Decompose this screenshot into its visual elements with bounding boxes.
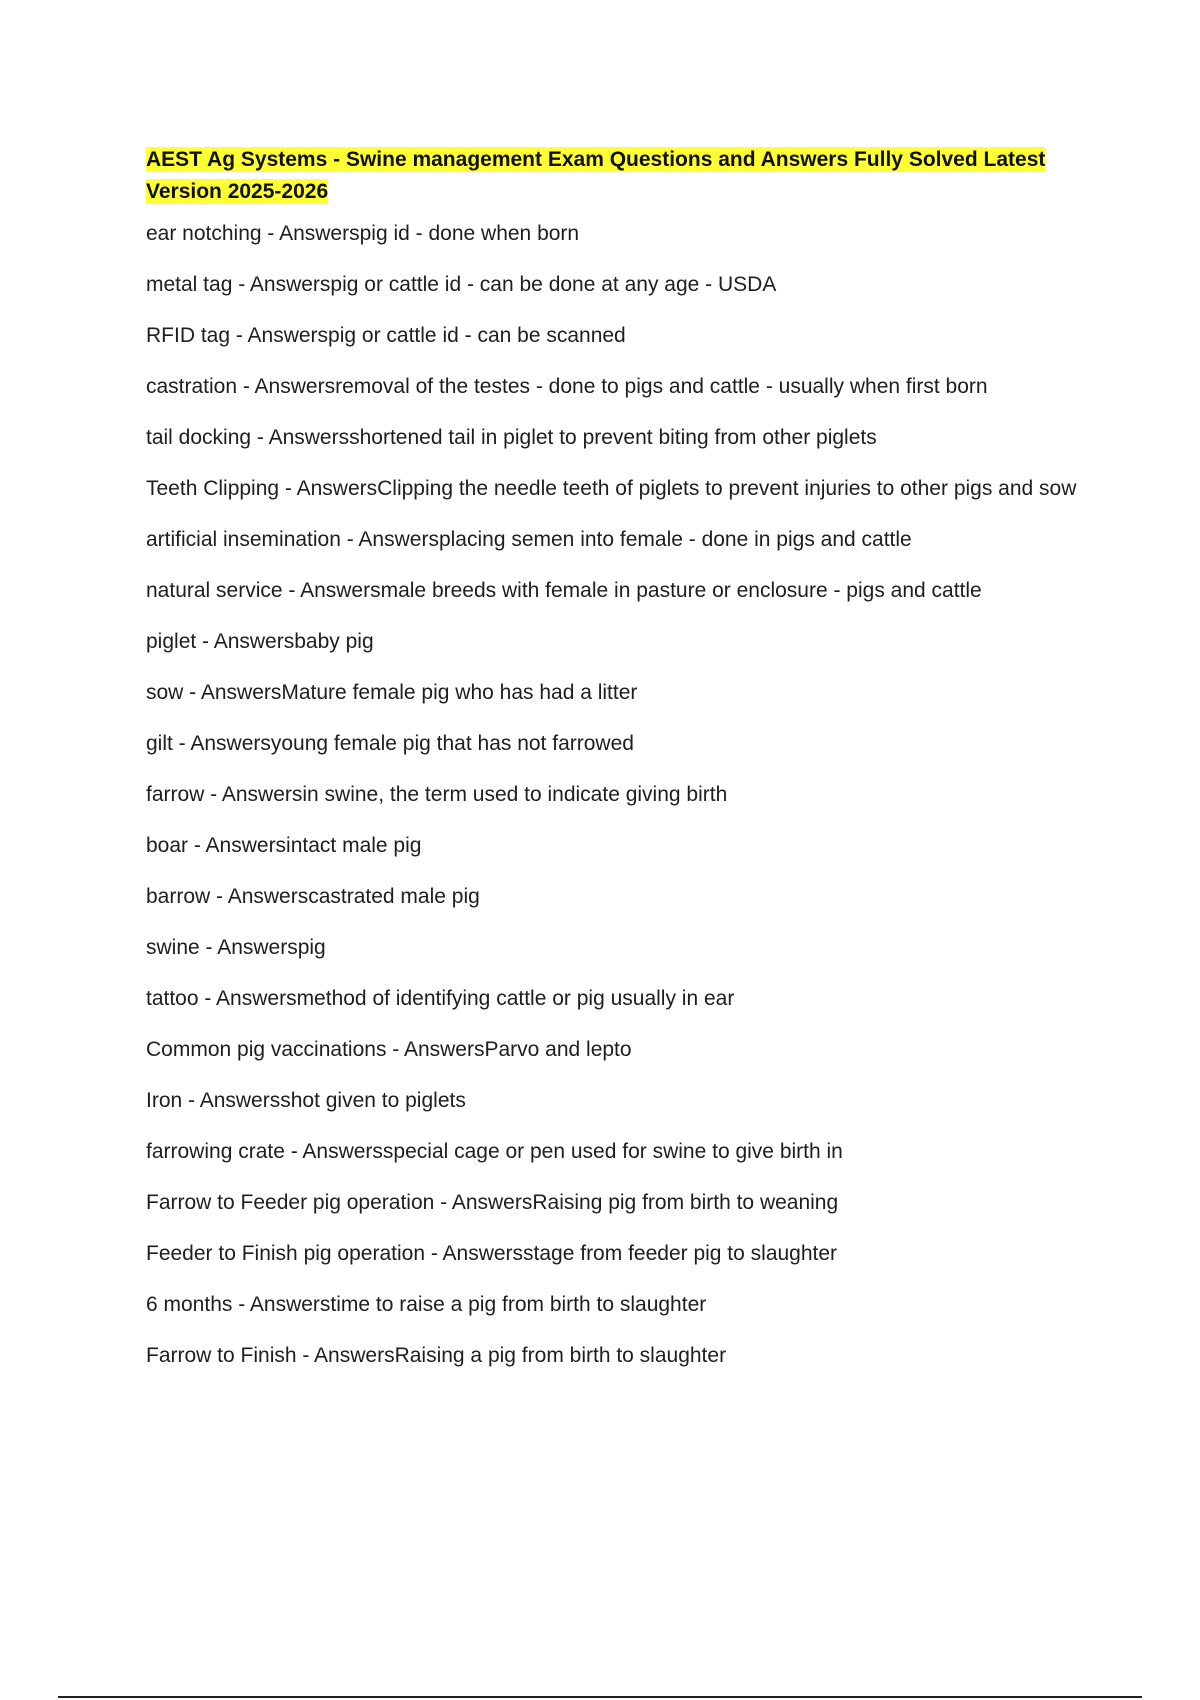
qa-item-tail-docking: tail docking - Answersshortened tail in piglet to prevent biting from other piglets xyxy=(146,426,877,449)
footer-divider xyxy=(58,1696,1142,1698)
qa-item-metal-tag: metal tag - Answerspig or cattle id - can be done at any age - USDA xyxy=(146,273,777,296)
qa-item-piglet: piglet - Answersbaby pig xyxy=(146,630,374,653)
qa-item-farrow-to-feeder: Farrow to Feeder pig operation - AnswersRaising pig from birth to weaning xyxy=(146,1191,839,1214)
qa-item-gilt: gilt - Answersyoung female pig that has not farrowed xyxy=(146,732,634,755)
qa-item-tattoo: tattoo - Answersmethod of identifying cattle or pig usually in ear xyxy=(146,987,735,1010)
document-title-text: AEST Ag Systems - Swine management Exam Questions and Answers Fully Solved Latest Version 2025-2026 xyxy=(146,148,1046,203)
qa-item-6-months: 6 months - Answerstime to raise a pig from birth to slaughter xyxy=(146,1293,707,1316)
qa-item-common-pig-vaccinations: Common pig vaccinations - AnswersParvo and lepto xyxy=(146,1038,632,1061)
qa-item-teeth-clipping: Teeth Clipping - AnswersClipping the needle teeth of piglets to prevent injuries to other pigs and sow xyxy=(146,477,1077,500)
qa-item-barrow: barrow - Answerscastrated male pig xyxy=(146,885,480,908)
document-content xyxy=(146,144,1096,1391)
qa-item-feeder-to-finish: Feeder to Finish pig operation - Answersstage from feeder pig to slaughter xyxy=(146,1242,838,1265)
qa-item-boar: boar - Answersintact male pig xyxy=(146,834,422,857)
qa-item-farrow-to-finish: Farrow to Finish - AnswersRaising a pig from birth to slaughter xyxy=(146,1344,727,1367)
document-title xyxy=(146,144,1096,208)
qa-item-iron: Iron - Answersshot given to piglets xyxy=(146,1089,466,1112)
qa-item-castration: castration - Answersremoval of the testes - done to pigs and cattle - usually when first born xyxy=(146,375,988,398)
qa-item-rfid-tag: RFID tag - Answerspig or cattle id - can be scanned xyxy=(146,324,626,347)
qa-item-natural-service: natural service - Answersmale breeds with female in pasture or enclosure - pigs and cattle xyxy=(146,579,982,602)
qa-item-sow: sow - AnswersMature female pig who has had a litter xyxy=(146,681,638,704)
qa-item-farrowing-crate: farrowing crate - Answersspecial cage or pen used for swine to give birth in xyxy=(146,1140,843,1163)
qa-item-swine: swine - Answerspig xyxy=(146,936,326,959)
qa-list xyxy=(146,218,1096,1372)
qa-item-ear-notching: ear notching - Answerspig id - done when born xyxy=(146,222,580,245)
qa-item-farrow: farrow - Answersin swine, the term used to indicate giving birth xyxy=(146,783,728,806)
qa-item-artificial-insemination: artificial insemination - Answersplacing semen into female - done in pigs and cattle xyxy=(146,528,912,551)
